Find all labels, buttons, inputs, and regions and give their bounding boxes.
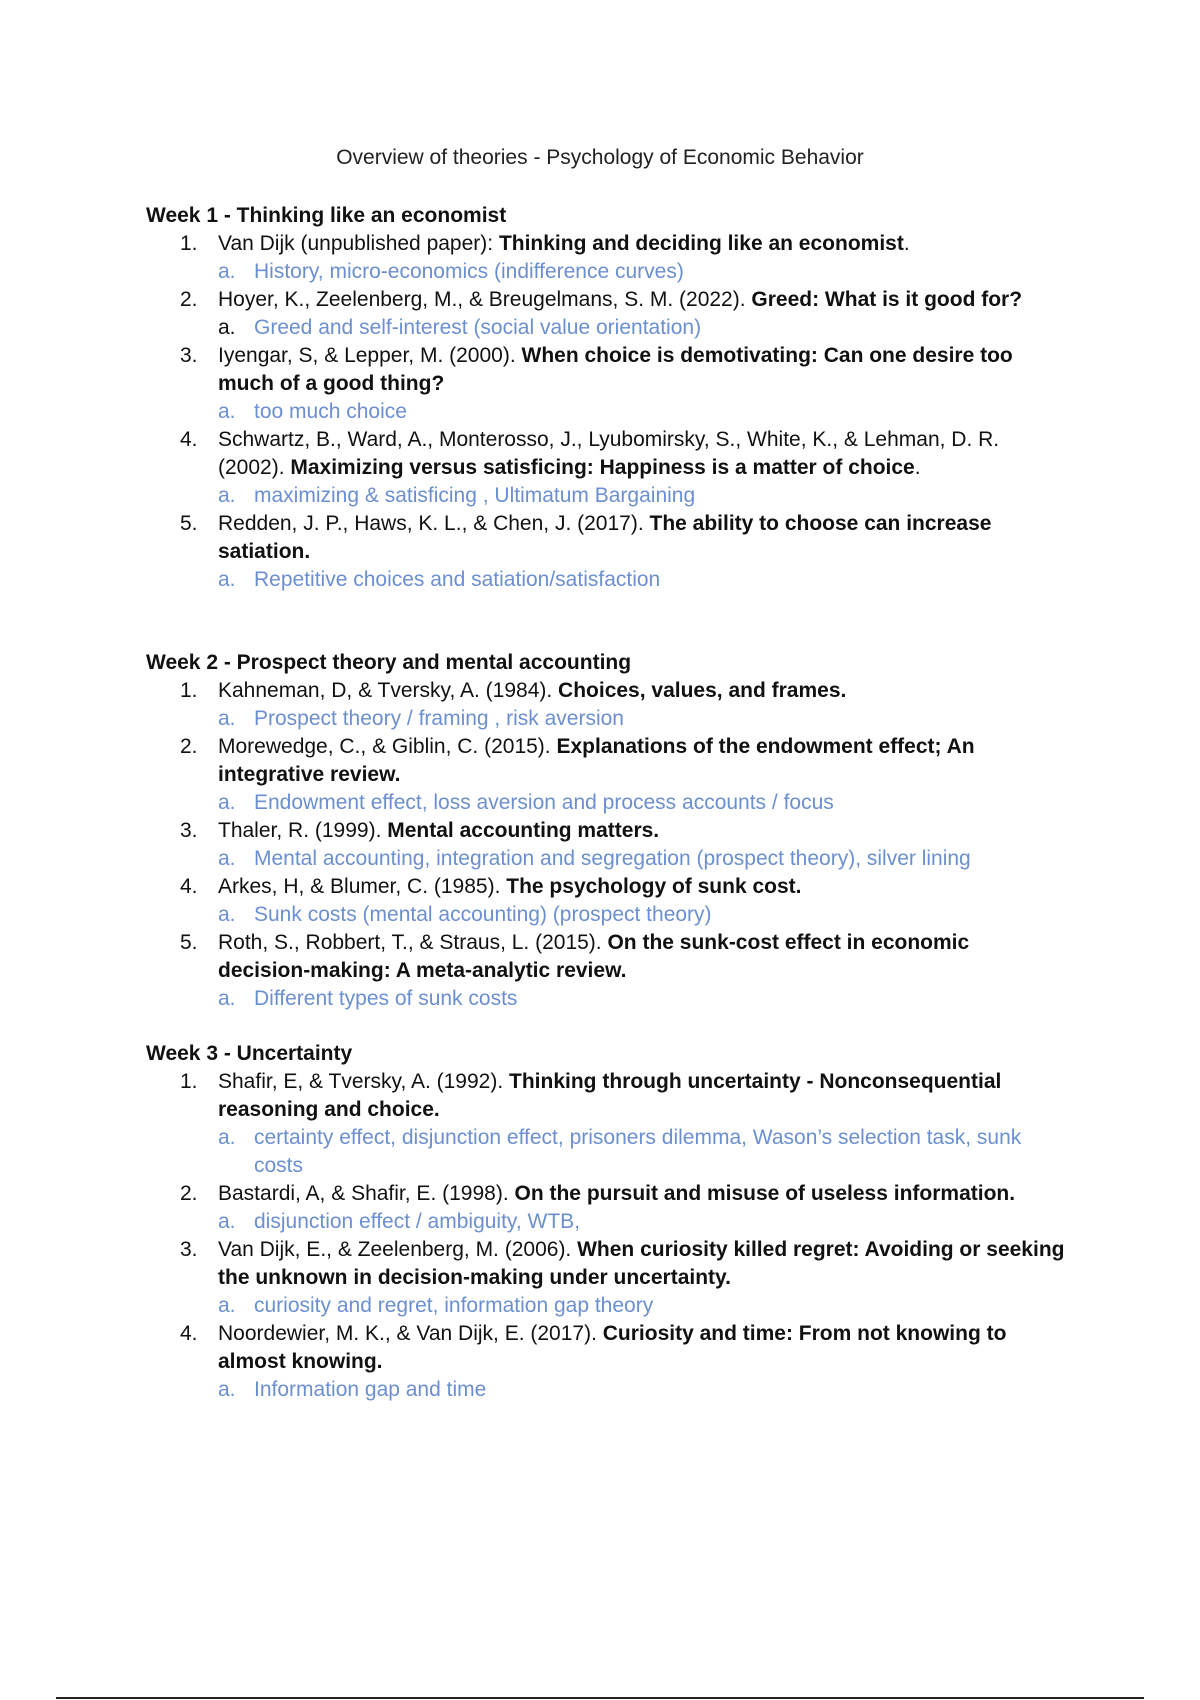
reference-number: 2.	[180, 288, 198, 311]
topic-note	[218, 398, 1066, 426]
topic-list	[218, 789, 1066, 817]
reference-number: 5.	[180, 512, 198, 535]
reference-number: 2.	[180, 1182, 198, 1205]
topic-text: Endowment effect, loss aversion and process accounts / focus	[254, 791, 834, 814]
topic-letter: a.	[218, 316, 236, 339]
reference-title: Curiosity and time: From not knowing to almost knowing.	[218, 1322, 1007, 1373]
reference-item	[146, 286, 1066, 342]
reference-citation: Schwartz, B., Ward, A., Monterosso, J., Lyubomirsky, S., White, K., & Lehman, D. R. (2002).	[218, 428, 1000, 479]
topic-text: Greed and self-interest (social value orientation)	[254, 316, 702, 339]
topic-letter: a.	[218, 484, 236, 507]
reference-list	[146, 230, 1066, 594]
reference-item	[146, 1068, 1066, 1180]
topic-note	[218, 314, 1066, 342]
week-heading: Week 3 - Uncertainty	[146, 1042, 353, 1065]
reference-title: When curiosity killed regret: Avoiding or seeking the unknown in decision-making under uncertainty.	[218, 1238, 1065, 1289]
reference-number: 2.	[180, 735, 198, 758]
reference-citation: Van Dijk (unpublished paper):	[218, 232, 499, 255]
reference-item	[146, 510, 1066, 594]
reference-title: When choice is demotivating: Can one desire too much of a good thing?	[218, 344, 1013, 395]
reference-citation: Thaler, R. (1999).	[218, 819, 388, 842]
topic-list	[218, 705, 1066, 733]
topic-letter: a.	[218, 903, 236, 926]
topic-list	[218, 258, 1066, 286]
reference-title: On the sunk-cost effect in economic decision-making: A meta-analytic review.	[218, 931, 970, 982]
topic-text: Prospect theory / framing , risk aversion	[254, 707, 624, 730]
topic-note	[218, 845, 1066, 873]
reference-item	[146, 929, 1066, 1013]
reference-citation: Kahneman, D, & Tversky, A. (1984).	[218, 679, 559, 702]
reference-title: The ability to choose can increase satiation.	[218, 512, 992, 563]
topic-list	[218, 845, 1066, 873]
week-section	[146, 1040, 1066, 1404]
reference-title: Choices, values, and frames.	[558, 679, 847, 702]
topic-text: Repetitive choices and satiation/satisfaction	[254, 568, 661, 591]
reference-citation: Hoyer, K., Zeelenberg, M., & Breugelmans, S. M. (2022).	[218, 288, 752, 311]
reference-tail: .	[914, 456, 921, 479]
topic-note	[218, 789, 1066, 817]
topic-letter: a.	[218, 847, 236, 870]
week-section	[146, 202, 1066, 594]
topic-letter: a.	[218, 260, 236, 283]
reference-item	[146, 873, 1066, 929]
week-heading: Week 1 - Thinking like an economist	[146, 204, 507, 227]
reference-title: Thinking through uncertainty - Nonconsequential reasoning and choice.	[218, 1070, 1002, 1121]
reference-title: Mental accounting matters.	[387, 819, 660, 842]
topic-note	[218, 1376, 1066, 1404]
topic-list	[218, 482, 1066, 510]
topic-list	[218, 1124, 1066, 1180]
topic-list	[218, 1376, 1066, 1404]
topic-text: maximizing & satisficing , Ultimatum Bargaining	[254, 484, 696, 507]
topic-text: Information gap and time	[254, 1378, 487, 1401]
topic-text: disjunction effect / ambiguity, WTB,	[254, 1210, 581, 1233]
reference-number: 1.	[180, 679, 198, 702]
reference-title: Explanations of the endowment effect; An integrative review.	[218, 735, 975, 786]
topic-note	[218, 1208, 1066, 1236]
reference-item	[146, 230, 1066, 286]
reference-title: Greed: What is it good for?	[751, 288, 1023, 311]
document-body	[146, 202, 1066, 1404]
topic-letter: a.	[218, 1294, 236, 1317]
topic-text: certainty effect, disjunction effect, prisoners dilemma, Wason’s selection task, sunk costs	[254, 1126, 1022, 1177]
topic-letter: a.	[218, 1210, 236, 1233]
reference-citation: Arkes, H, & Blumer, C. (1985).	[218, 875, 507, 898]
topic-note	[218, 482, 1066, 510]
topic-list	[218, 314, 1066, 342]
reference-citation: Iyengar, S, & Lepper, M. (2000).	[218, 344, 522, 367]
reference-number: 4.	[180, 1322, 198, 1345]
reference-list	[146, 677, 1066, 1013]
reference-item	[146, 426, 1066, 510]
reference-title: The psychology of sunk cost.	[506, 875, 802, 898]
reference-item	[146, 817, 1066, 873]
topic-note	[218, 1124, 1066, 1180]
reference-number: 4.	[180, 428, 198, 451]
topic-text: curiosity and regret, information gap theory	[254, 1294, 654, 1317]
topic-text: History, micro-economics (indifference curves)	[254, 260, 684, 283]
topic-letter: a.	[218, 707, 236, 730]
reference-title: On the pursuit and misuse of useless information.	[514, 1182, 1016, 1205]
reference-citation: Morewedge, C., & Giblin, C. (2015).	[218, 735, 557, 758]
reference-citation: Redden, J. P., Haws, K. L., & Chen, J. (2017).	[218, 512, 650, 535]
topic-list	[218, 398, 1066, 426]
reference-citation: Van Dijk, E., & Zeelenberg, M. (2006).	[218, 1238, 578, 1261]
topic-text: Different types of sunk costs	[254, 987, 518, 1010]
reference-number: 3.	[180, 344, 198, 367]
reference-item	[146, 677, 1066, 733]
reference-item	[146, 1236, 1066, 1320]
topic-letter: a.	[218, 1126, 236, 1149]
topic-note	[218, 258, 1066, 286]
topic-note	[218, 1292, 1066, 1320]
reference-item	[146, 1320, 1066, 1404]
topic-text: Mental accounting, integration and segregation (prospect theory), silver lining	[254, 847, 971, 870]
reference-item	[146, 342, 1066, 426]
reference-number: 3.	[180, 819, 198, 842]
topic-text: too much choice	[254, 400, 407, 423]
document-title: Overview of theories - Psychology of Economic Behavior	[336, 146, 864, 169]
topic-list	[218, 1292, 1066, 1320]
reference-title: Thinking and deciding like an economist	[498, 232, 904, 255]
reference-citation: Noordewier, M. K., & Van Dijk, E. (2017).	[218, 1322, 603, 1345]
reference-citation: Bastardi, A, & Shafir, E. (1998).	[218, 1182, 515, 1205]
topic-letter: a.	[218, 987, 236, 1010]
page-divider	[56, 1697, 1144, 1699]
reference-citation: Shafir, E, & Tversky, A. (1992).	[218, 1070, 510, 1093]
topic-list	[218, 566, 1066, 594]
reference-number: 3.	[180, 1238, 198, 1261]
reference-title: Maximizing versus satisficing: Happiness is a matter of choice	[290, 456, 915, 479]
topic-list	[218, 985, 1066, 1013]
reference-number: 5.	[180, 931, 198, 954]
topic-letter: a.	[218, 1378, 236, 1401]
reference-list	[146, 1068, 1066, 1404]
week-heading: Week 2 - Prospect theory and mental accounting	[146, 651, 632, 674]
topic-text: Sunk costs (mental accounting) (prospect theory)	[254, 903, 712, 926]
topic-note	[218, 705, 1066, 733]
topic-letter: a.	[218, 568, 236, 591]
topic-note	[218, 901, 1066, 929]
topic-list	[218, 1208, 1066, 1236]
topic-list	[218, 901, 1066, 929]
topic-note	[218, 985, 1066, 1013]
week-section	[146, 649, 1066, 1013]
reference-number: 4.	[180, 875, 198, 898]
reference-item	[146, 1180, 1066, 1236]
topic-letter: a.	[218, 791, 236, 814]
reference-tail: .	[903, 232, 910, 255]
reference-citation: Roth, S., Robbert, T., & Straus, L. (2015).	[218, 931, 608, 954]
topic-note	[218, 566, 1066, 594]
reference-item	[146, 733, 1066, 817]
reference-number: 1.	[180, 1070, 198, 1093]
reference-number: 1.	[180, 232, 198, 255]
topic-letter: a.	[218, 400, 236, 423]
